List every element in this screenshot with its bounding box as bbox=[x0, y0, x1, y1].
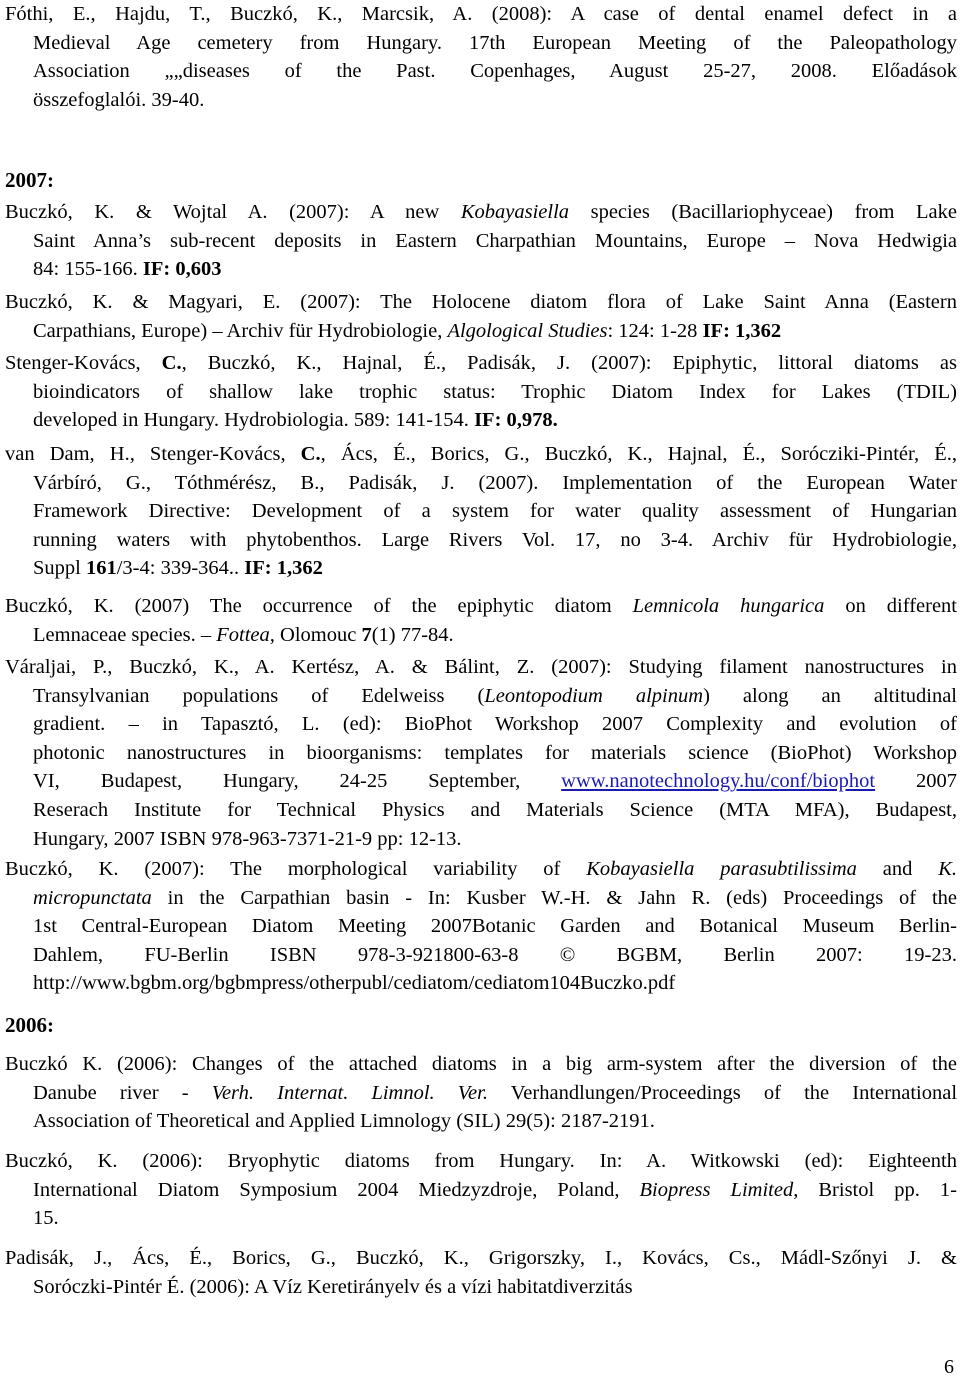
reference-item bbox=[5, 1147, 957, 1233]
reference-item bbox=[5, 592, 957, 649]
reference-line: Stenger-Kovács, C., Buczkó, K., Hajnal, É., Padisák, J. (2007): Epiphytic, littoral diatoms as bbox=[5, 352, 957, 374]
reference-line: Transylvanian populations of Edelweiss (Leontopodium alpinum) along an altitudinal bbox=[33, 684, 958, 707]
reference-line: developed in Hungary. Hydrobiologia. 589: 141-154. IF: 0,978. bbox=[33, 409, 558, 432]
page-number: 6 bbox=[944, 1356, 954, 1378]
reference-line: összefoglalói. 39-40. bbox=[33, 88, 205, 111]
reference-line: 84: 155-166. IF: 0,603 bbox=[33, 258, 222, 281]
reference-line: International Diatom Symposium 2004 Miedzyzdroje, Poland, Biopress Limited, Bristol pp. 1- bbox=[33, 1178, 957, 1201]
reference-line: micropunctata in the Carpathian basin - In: Kusber W.-H. & Jahn R. (eds) Proceedings of the bbox=[33, 886, 957, 909]
reference-line: Buczkó K. (2006): Changes of the attached diatoms in a big arm-system after the diversion of the bbox=[5, 1053, 957, 1075]
reference-line: Danube river - Verh. Internat. Limnol. Ver. Verhandlungen/Proceedings of the International bbox=[33, 1081, 958, 1104]
reference-line: Buczkó, K. (2006): Bryophytic diatoms from Hungary. In: A. Witkowski (ed): Eighteenth bbox=[5, 1150, 957, 1172]
reference-item bbox=[5, 0, 957, 114]
year-heading-2007: 2007: bbox=[5, 168, 54, 192]
reference-line: Dahlem, FU-Berlin ISBN 978-3-921800-63-8 © BGBM, Berlin 2007: 19-23. bbox=[33, 943, 957, 966]
reference-line: Carpathians, Europe) – Archiv für Hydrobiologie, Algological Studies: 124: 1-28 IF: 1,362 bbox=[33, 319, 782, 342]
reference-line: Váraljai, P., Buczkó, K., A. Kertész, A. & Bálint, Z. (2007): Studying filament nanostructures in bbox=[5, 656, 957, 678]
reference-line: Hungary, 2007 ISBN 978-963-7371-21-9 pp: 12-13. bbox=[33, 827, 462, 850]
reference-line: Association of Theoretical and Applied Limnology (SIL) 29(5): 2187-2191. bbox=[33, 1110, 655, 1133]
reference-item bbox=[5, 653, 957, 853]
reference-item bbox=[5, 855, 957, 998]
reference-line: Padisák, J., Ács, É., Borics, G., Buczkó, K., Grigorszky, I., Kovács, Cs., Mádl-Szőnyi J. & bbox=[5, 1247, 957, 1269]
reference-line: Buczkó, K. (2007) The occurrence of the epiphytic diatom Lemnicola hungarica on different bbox=[5, 595, 958, 617]
reference-line: Reserach Institute for Technical Physics and Materials Science (MTA MFA), Budapest, bbox=[33, 798, 957, 821]
reference-line: Buczkó, K. & Magyari, E. (2007): The Holocene diatom flora of Lake Saint Anna (Eastern bbox=[5, 291, 957, 313]
reference-line: Medieval Age cemetery from Hungary. 17th European Meeting of the Paleopathology bbox=[33, 31, 957, 54]
reference-line: VI, Budapest, Hungary, 24-25 September, www.nanotechnology.hu/conf/biophot 2007 bbox=[33, 770, 958, 793]
reference-item bbox=[5, 198, 957, 284]
reference-line: bioindicators of shallow lake trophic status: Trophic Diatom Index for Lakes (TDIL) bbox=[33, 380, 957, 403]
reference-line: Soróczki-Pintér É. (2006): A Víz Keretirányelv és a vízi habitatdiverzitás bbox=[33, 1275, 633, 1298]
reference-item bbox=[5, 1050, 957, 1136]
reference-line: Association „„diseases of the Past. Copenhages, August 25-27, 2008. Előadások bbox=[33, 60, 957, 83]
reference-line: van Dam, H., Stenger-Kovács, C., Ács, É., Borics, G., Buczkó, K., Hajnal, É., Sorócziki-Pintér, É., bbox=[5, 443, 957, 465]
reference-item bbox=[5, 288, 957, 345]
reference-line: Várbíró, G., Tóthmérész, B., Padisák, J. (2007). Implementation of the European Water bbox=[33, 471, 957, 494]
reference-line: Fóthi, E., Hajdu, T., Buczkó, K., Marcsik, A. (2008): A case of dental enamel defect in a bbox=[5, 3, 957, 25]
reference-line: Lemnaceae species. – Fottea, Olomouc 7(1) 77-84. bbox=[33, 623, 454, 646]
reference-line: 15. bbox=[33, 1207, 59, 1230]
reference-line: running waters with phytobenthos. Large Rivers Vol. 17, no 3-4. Archiv für Hydrobiologie, bbox=[33, 528, 957, 551]
year-heading-2006: 2006: bbox=[5, 1013, 54, 1037]
reference-item bbox=[5, 1244, 957, 1301]
reference-line: photonic nanostructures in bioorganisms: templates for materials science (BioPhot) Workshop bbox=[33, 741, 957, 764]
reference-item bbox=[5, 349, 957, 435]
reference-line: http://www.bgbm.org/bgbmpress/otherpubl/cediatom/cediatom104Buczko.pdf bbox=[33, 972, 676, 995]
reference-line: Buczkó, K. (2007): The morphological variability of Kobayasiella parasubtilissima and K. bbox=[5, 858, 957, 880]
reference-line: Suppl 161/3-4: 339-364.. IF: 1,362 bbox=[33, 557, 323, 580]
reference-line: Saint Anna’s sub-recent deposits in Eastern Charpathian Mountains, Europe – Nova Hedwigia bbox=[33, 229, 957, 252]
reference-line: Framework Directive: Development of a system for water quality assessment of Hungarian bbox=[33, 500, 957, 523]
biophot-link[interactable]: www.nanotechnology.hu/conf/biophot bbox=[561, 770, 876, 793]
reference-line: gradient. – in Tapasztó, L. (ed): BioPhot Workshop 2007 Complexity and evolution of bbox=[33, 713, 957, 736]
reference-item bbox=[5, 440, 957, 583]
reference-line: 1st Central-European Diatom Meeting 2007Botanic Garden and Botanical Museum Berlin- bbox=[33, 915, 957, 938]
reference-line: Buczkó, K. & Wojtal A. (2007): A new Kobayasiella species (Bacillariophyceae) from Lake bbox=[5, 201, 957, 223]
